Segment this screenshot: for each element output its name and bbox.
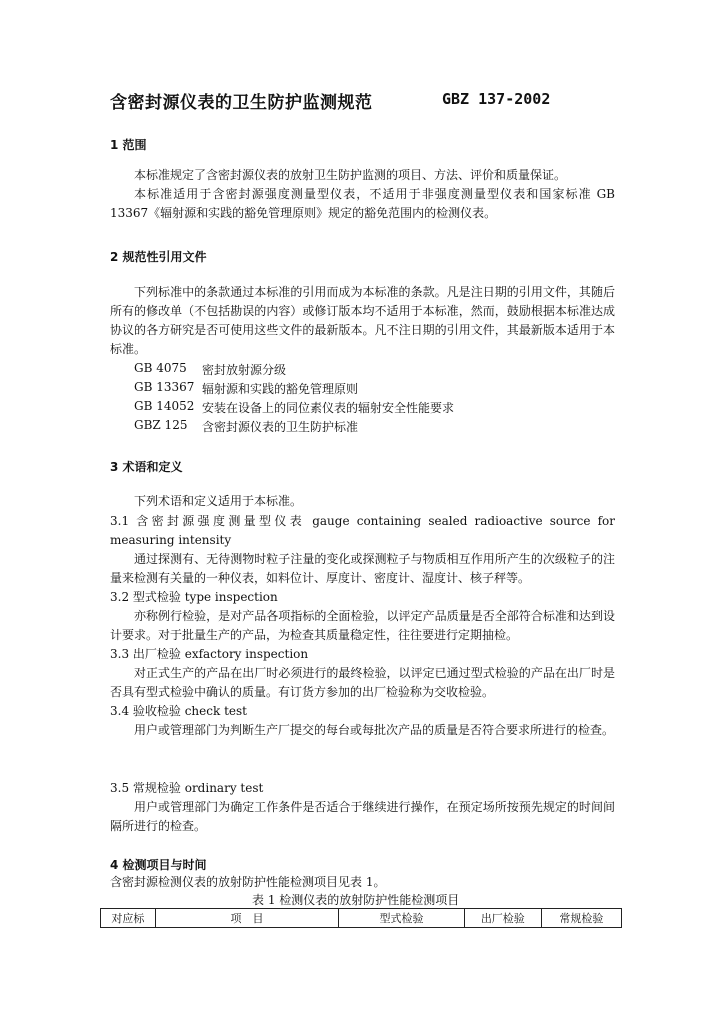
document-title: 含密封源仪表的卫生防护监测规范 xyxy=(110,93,373,113)
section-3-heading: 3 术语和定义 xyxy=(110,460,183,474)
reference-code: GB 14052 xyxy=(134,399,195,413)
table-header-cell: 对应标 xyxy=(101,909,156,928)
reference-code: GBZ 125 xyxy=(134,418,188,432)
section-1-heading: 1 范围 xyxy=(110,138,147,152)
inspection-items-table xyxy=(100,908,622,928)
table-header-cell: 项 目 xyxy=(155,909,338,928)
term-3-3-heading: 3.3 出厂检验 exfactory inspection xyxy=(110,647,309,661)
standard-code: GBZ 137-2002 xyxy=(442,90,551,108)
term-3-1-definition: 通过探测有、无待测物时粒子注量的变化或探测粒子与物质相互作用所产生的次级粒子的注量来检测有关量的一种仪表，如料位计、厚度计、密度计、湿度计、核子秤等。 xyxy=(110,552,615,585)
term-3-4-heading: 3.4 验收检验 check test xyxy=(110,704,247,718)
reference-name: 含密封源仪表的卫生防护标准 xyxy=(202,420,359,434)
term-3-2-definition: 亦称例行检验，是对产品各项指标的全面检验，以评定产品质量是否全部符合标准和达到设计要求。对于批量生产的产品，为检查其质量稳定性，往往要进行定期抽检。 xyxy=(110,609,615,642)
reference-name: 安装在设备上的同位素仪表的辐射安全性能要求 xyxy=(202,401,455,415)
table-caption: 表 1 检测仪表的放射防护性能检测项目 xyxy=(252,893,460,907)
reference-name: 辐射源和实践的豁免管理原则 xyxy=(202,382,359,396)
section-2-heading: 2 规范性引用文件 xyxy=(110,250,207,264)
term-3-5-definition: 用户或管理部门为确定工作条件是否适合于继续进行操作，在预定场所按预先规定的时间间隔所进行的检查。 xyxy=(110,800,615,833)
term-3-3-definition: 对正式生产的产品在出厂时必须进行的最终检验，以评定已通过型式检验的产品在出厂时是否具有型式检验中确认的质量。有订货方参加的出厂检验称为交收检验。 xyxy=(110,666,615,699)
section-3-intro: 下列术语和定义适用于本标准。 xyxy=(134,494,303,508)
table-header-cell: 出厂检验 xyxy=(464,909,541,928)
reference-code: GB 13367 xyxy=(134,380,195,394)
term-3-2-heading: 3.2 型式检验 type inspection xyxy=(110,590,278,604)
section-2-paragraph-1: 下列标准中的条款通过本标准的引用而成为本标准的条款。凡是注日期的引用文件，其随后所有的修改单（不包括勘误的内容）或修订版本均不适用于本标准，然而，鼓励根据本标准达成协议的各方研究是否可使用这些文件的最新版本。凡不注日期的引用文件，其最新版本适用于本标准。 xyxy=(110,285,615,356)
reference-name: 密封放射源分级 xyxy=(202,363,287,377)
reference-code: GB 4075 xyxy=(134,361,187,375)
section-1-paragraph-1: 本标准规定了含密封源仪表的放射卫生防护监测的项目、方法、评价和质量保证。 xyxy=(134,168,567,182)
table-header-row xyxy=(101,909,622,928)
term-3-1-heading: 3.1 含密封源强度测量型仪表 gauge containing sealed radioactive source for measuring intensity xyxy=(110,514,615,547)
term-3-5-heading: 3.5 常规检验 ordinary test xyxy=(110,781,264,795)
section-4-heading: 4 检测项目与时间 xyxy=(110,858,207,872)
table-header-cell: 型式检验 xyxy=(339,909,465,928)
section-4-paragraph-1: 含密封源检测仪表的放射防护性能检测项目见表 1。 xyxy=(110,875,386,889)
section-1-paragraph-2: 本标准适用于含密封源强度测量型仪表，不适用于非强度测量型仪表和国家标准 GB 13367《辐射源和实践的豁免管理原则》规定的豁免范围内的检测仪表。 xyxy=(110,187,615,220)
table-header-cell: 常规检验 xyxy=(541,909,621,928)
term-3-4-definition: 用户或管理部门为判断生产厂提交的每台或每批次产品的质量是否符合要求所进行的检查。 xyxy=(134,723,615,737)
